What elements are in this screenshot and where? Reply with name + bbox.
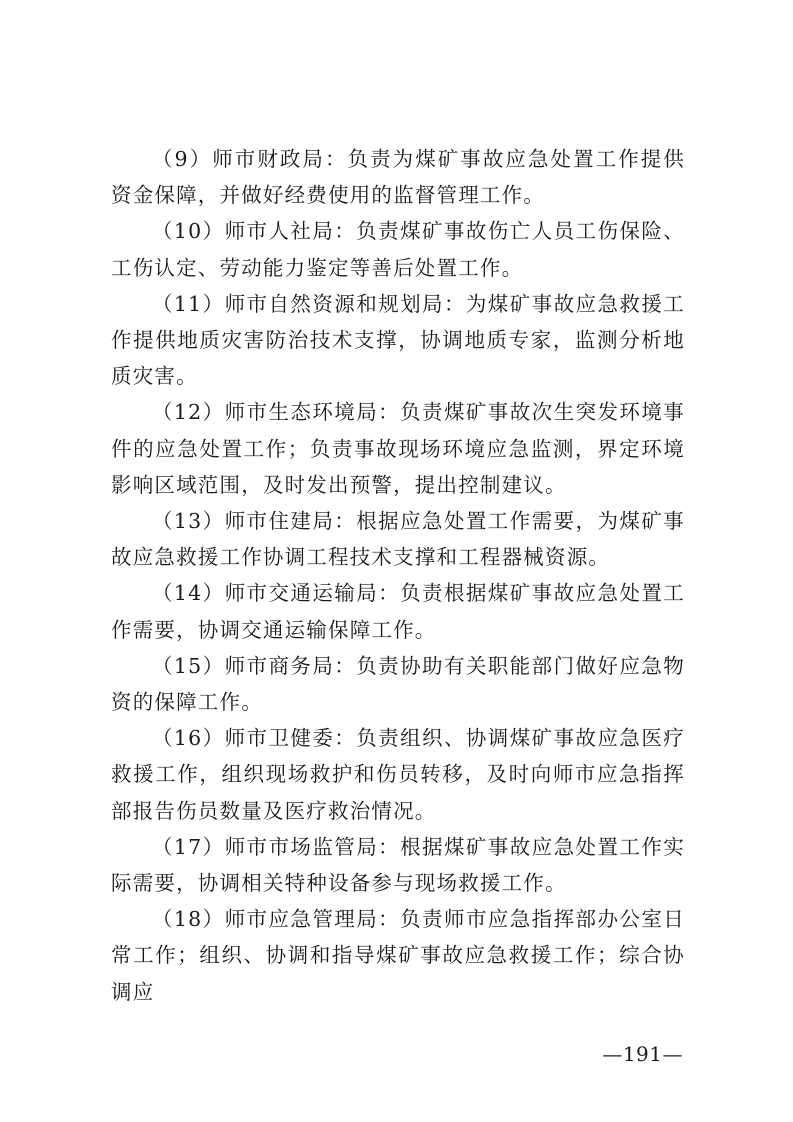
paragraph-11: （11）师市自然资源和规划局：为煤矿事故应急救援工作提供地质灾害防治技术支撑，协调地质专家，监测分析地质灾害。 — [111, 291, 685, 389]
paragraph-12: （12）师市生态环境局：负责煤矿事故次生突发环境事件的应急处置工作；负责事故现场环境应急监测，界定环境影响区域范围，及时发出预警，提出控制建议。 — [111, 400, 685, 497]
paragraph-10: （10）师市人社局：负责煤矿事故伤亡人员工伤保险、工伤认定、劳动能力鉴定等善后处置工作。 — [111, 219, 685, 280]
paragraph-18: （18）师市应急管理局：负责师市应急指挥部办公室日常工作；组织、协调和指导煤矿事故应急救援工作；综合协调应 — [111, 907, 685, 1004]
paragraph-13: （13）师市住建局：根据应急处置工作需要，为煤矿事故应急救援工作协调工程技术支撑和工程器械资源。 — [111, 509, 685, 570]
paragraph-17: （17）师市市场监管局：根据煤矿事故应急处置工作实际需要，协调相关特种设备参与现场救援工作。 — [111, 834, 685, 896]
paragraph-9: （9）师市财政局：负责为煤矿事故应急处置工作提供资金保障，并做好经费使用的监督管理工作。 — [111, 147, 685, 208]
paragraph-14: （14）师市交通运输局：负责根据煤矿事故应急处置工作需要，协调交通运输保障工作。 — [111, 581, 685, 642]
paragraph-15: （15）师市商务局：负责协助有关职能部门做好应急物资的保障工作。 — [111, 653, 685, 715]
body-text — [111, 141, 685, 1010]
page-number: —191— — [602, 1042, 683, 1066]
paragraph-16: （16）师市卫健委：负责组织、协调煤矿事故应急医疗救援工作，组织现场救护和伤员转移，及时向师市应急指挥部报告伤员数量及医疗救治情况。 — [111, 726, 685, 823]
